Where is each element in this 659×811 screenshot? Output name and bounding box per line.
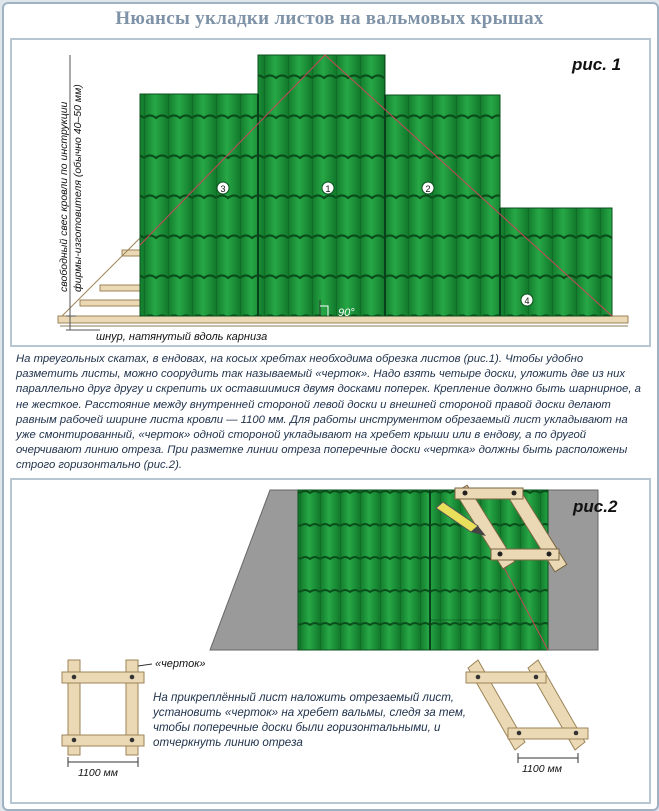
chertok-label: «черток» [155, 658, 206, 670]
instruction-text: На прикреплённый лист наложить отрезаемый лист, установить «черток» на хребет вальмы, следя за тем, чтобы поперечные доски были горизонтальными, и отчеркнуть линию отреза [153, 691, 467, 749]
dimension-left: 1100 мм [78, 767, 118, 779]
chertok-detail-left [62, 660, 152, 767]
sheet-label-1: 1 [325, 184, 331, 194]
sheet-label-3: 3 [220, 184, 226, 194]
roof-sheets-fig1 [140, 55, 612, 316]
cord-label: шнур, натянутый вдоль карниза [96, 331, 268, 343]
angle-label: 90° [338, 307, 355, 319]
vertical-note-line1: свободный свес кровли по инструкции [58, 101, 70, 292]
dimension-right: 1100 мм [522, 763, 562, 775]
sheet-label-2: 2 [425, 184, 431, 194]
vertical-note-line2: фирмы-изготовителя (обычно 40–50 мм) [72, 84, 84, 292]
hip-roof-fig2 [210, 490, 598, 650]
page-title: Нюансы укладки листов на вальмовых крышах [115, 8, 544, 29]
figure-2-label: рис.2 [573, 497, 618, 516]
description-text: На треугольных скатах, в ендовах, на косых хребтах необходима обрезка листов (рис.1). Чтобы удобно разметить листы, можно соорудить так называемый «черток». Надо взять четыре доски, уложить две из них параллельно друг другу и скрепить их оставшимися двумя досками поперек. Крепление должно быть шарнирное, а не жесткое. Расстояние между внутренней стороной левой доски и внешней стороной правой доски делают равным рабочей ширине листа кровли — 1100 мм. Для работы инструментом обрезаемый лист укладывают на уже смонтированный, «черток» одной стороной укладывают на хребет крыши или в ендову, а по другой очерчивают линию отреза. При разметке линии отреза поперечные доски «чертка» должны быть расположены строго горизонтально (рис.2). [16, 353, 641, 472]
figure-1-label: рис. 1 [572, 55, 622, 74]
sheet-label-4: 4 [524, 296, 530, 306]
